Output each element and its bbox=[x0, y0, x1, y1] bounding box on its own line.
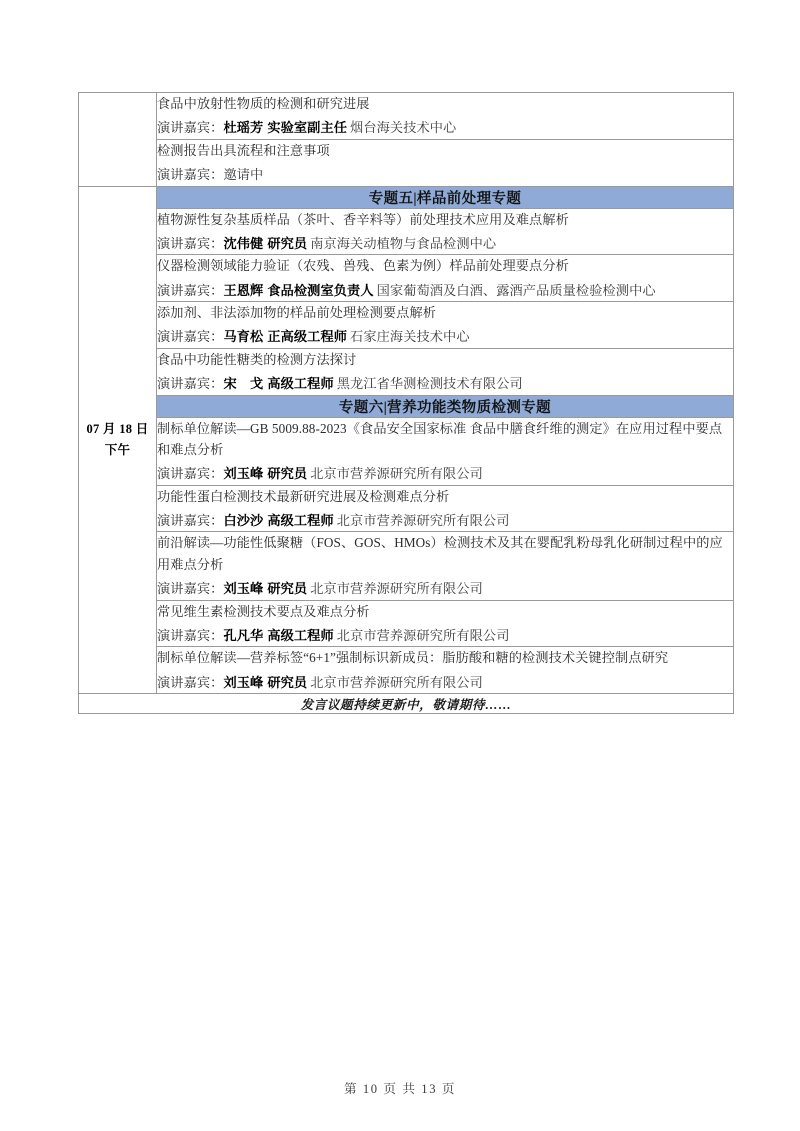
topic-title: 常见维生素检测技术要点及难点分析 bbox=[157, 603, 370, 619]
topic-title: 前沿解读—功能性低聚糖（FOS、GOS、HMOs）检测技术及其在婴配乳粉母乳化研制过程中的应用难点分析 bbox=[157, 535, 723, 572]
table-row bbox=[79, 208, 734, 255]
table-row bbox=[79, 139, 734, 186]
table-row bbox=[79, 417, 734, 485]
speaker-org: 北京市营养源研究所有限公司 bbox=[310, 674, 483, 690]
table-row bbox=[79, 93, 734, 140]
session-header-topic-6: 专题六|营养功能类物质检测专题 bbox=[157, 395, 734, 417]
topic-title: 仪器检测领域能力验证（农残、兽残、色素为例）样品前处理要点分析 bbox=[157, 258, 569, 274]
speaker-line bbox=[157, 280, 733, 301]
speaker-name: 杜瑶芳 bbox=[223, 120, 264, 136]
topic-cell bbox=[157, 417, 734, 485]
date-line-1: 07 月 18 日 bbox=[86, 422, 149, 437]
speaker-org: 国家葡萄酒及白酒、露酒产品质量检验检测中心 bbox=[376, 282, 656, 298]
table-row bbox=[79, 485, 734, 532]
table-row-session bbox=[79, 395, 734, 417]
topic-cell bbox=[157, 255, 734, 302]
speaker-label: 演讲嘉宾： bbox=[157, 282, 224, 298]
topic-title: 功能性蛋白检测技术最新研究进展及检测难点分析 bbox=[157, 488, 450, 504]
speaker-name: 孔凡华 bbox=[223, 627, 264, 643]
topic-title: 制标单位解读—GB 5009.88-2023《食品安全国家标准 食品中膳食纤维的测定》在应用过程中要点和难点分析 bbox=[157, 420, 723, 457]
speaker-line bbox=[157, 164, 733, 185]
speaker-line bbox=[157, 463, 733, 484]
speaker-name: 白沙沙 bbox=[223, 513, 264, 528]
table-row-session bbox=[79, 186, 734, 208]
topic-title: 检测报告出具流程和注意事项 bbox=[157, 142, 330, 158]
speaker-org: 黑龙江省华测检测技术有限公司 bbox=[336, 376, 523, 392]
speaker-name: 王恩辉 bbox=[223, 282, 264, 298]
speaker-role: 食品检测室负责人 bbox=[267, 282, 374, 298]
topic-cell bbox=[157, 93, 734, 140]
speaker-label: 演讲嘉宾： bbox=[157, 329, 224, 345]
speaker-org: 烟台海关技术中心 bbox=[350, 120, 457, 136]
speaker-role: 高级工程师 bbox=[267, 513, 334, 528]
speaker-org: 北京市营养源研究所有限公司 bbox=[336, 627, 510, 643]
date-cell-empty bbox=[79, 93, 157, 187]
speaker-label: 演讲嘉宾： bbox=[157, 513, 224, 528]
topic-cell bbox=[157, 208, 734, 255]
speaker-label: 演讲嘉宾： bbox=[157, 120, 224, 136]
speaker-line bbox=[157, 578, 733, 599]
speaker-line bbox=[157, 233, 733, 254]
table-row bbox=[79, 255, 734, 302]
speaker-label: 演讲嘉宾： bbox=[157, 466, 224, 482]
agenda-table-body bbox=[79, 93, 734, 714]
speaker-line bbox=[157, 625, 733, 646]
speaker-name: 刘玉峰 bbox=[223, 674, 264, 690]
table-row-note bbox=[79, 694, 734, 714]
speaker-label: 演讲嘉宾： bbox=[157, 581, 224, 597]
date-cell bbox=[79, 186, 157, 694]
agenda-table bbox=[78, 92, 734, 714]
topic-cell bbox=[157, 302, 734, 349]
speaker-role: 研究员 bbox=[267, 235, 308, 251]
speaker-line bbox=[157, 117, 733, 138]
topic-cell bbox=[157, 485, 734, 532]
topic-cell bbox=[157, 647, 734, 694]
table-row bbox=[79, 532, 734, 600]
table-row bbox=[79, 302, 734, 349]
agenda-footer-note: 发言议题持续更新中，敬请期待…… bbox=[79, 694, 734, 714]
speaker-label: 演讲嘉宾： bbox=[157, 167, 224, 183]
speaker-role: 高级工程师 bbox=[267, 627, 334, 643]
topic-title: 制标单位解读—营养标签“6+1”强制标识新成员：脂肪酸和糖的检测技术关键控制点研究 bbox=[157, 650, 669, 666]
session-header-topic-5: 专题五|样品前处理专题 bbox=[157, 186, 734, 208]
speaker-org: 邀请中 bbox=[223, 167, 264, 183]
speaker-role: 高级工程师 bbox=[267, 376, 334, 392]
speaker-label: 演讲嘉宾： bbox=[157, 674, 224, 690]
speaker-org: 石家庄海关技术中心 bbox=[350, 329, 470, 345]
speaker-role: 研究员 bbox=[267, 674, 308, 690]
topic-title: 添加剂、非法添加物的样品前处理检测要点解析 bbox=[157, 305, 437, 320]
table-row bbox=[79, 600, 734, 647]
speaker-org: 北京市营养源研究所有限公司 bbox=[310, 581, 483, 597]
topic-title: 植物源性复杂基质样品（茶叶、香辛料等）前处理技术应用及难点解析 bbox=[157, 211, 569, 227]
topic-title: 食品中功能性糖类的检测方法探讨 bbox=[157, 351, 357, 367]
speaker-role: 正高级工程师 bbox=[267, 329, 348, 345]
table-row bbox=[79, 647, 734, 694]
speaker-line bbox=[157, 510, 733, 531]
page-number-footer: 第 10 页 共 13 页 bbox=[343, 1082, 457, 1096]
topic-title: 食品中放射性物质的检测和研究进展 bbox=[157, 96, 370, 111]
speaker-role: 研究员 bbox=[267, 466, 308, 482]
speaker-label: 演讲嘉宾： bbox=[157, 376, 224, 392]
topic-cell bbox=[157, 348, 734, 395]
speaker-name: 刘玉峰 bbox=[223, 466, 264, 482]
date-line-2: 下午 bbox=[104, 442, 131, 457]
speaker-name: 马育松 bbox=[223, 329, 264, 345]
speaker-org: 北京市营养源研究所有限公司 bbox=[310, 466, 483, 482]
speaker-role: 研究员 bbox=[267, 581, 308, 597]
table-row bbox=[79, 348, 734, 395]
speaker-org: 北京市营养源研究所有限公司 bbox=[336, 513, 510, 528]
speaker-label: 演讲嘉宾： bbox=[157, 627, 224, 643]
topic-cell bbox=[157, 600, 734, 647]
topic-cell bbox=[157, 139, 734, 186]
speaker-name: 沈伟健 bbox=[223, 235, 264, 251]
speaker-label: 演讲嘉宾： bbox=[157, 235, 224, 251]
speaker-name: 刘玉峰 bbox=[223, 581, 264, 597]
topic-cell bbox=[157, 532, 734, 600]
speaker-name: 宋 戈 bbox=[223, 376, 264, 392]
speaker-line bbox=[157, 672, 733, 693]
speaker-line bbox=[157, 326, 733, 347]
speaker-org: 南京海关动植物与食品检测中心 bbox=[310, 235, 497, 251]
speaker-role: 实验室副主任 bbox=[267, 120, 348, 136]
speaker-line bbox=[157, 373, 733, 394]
